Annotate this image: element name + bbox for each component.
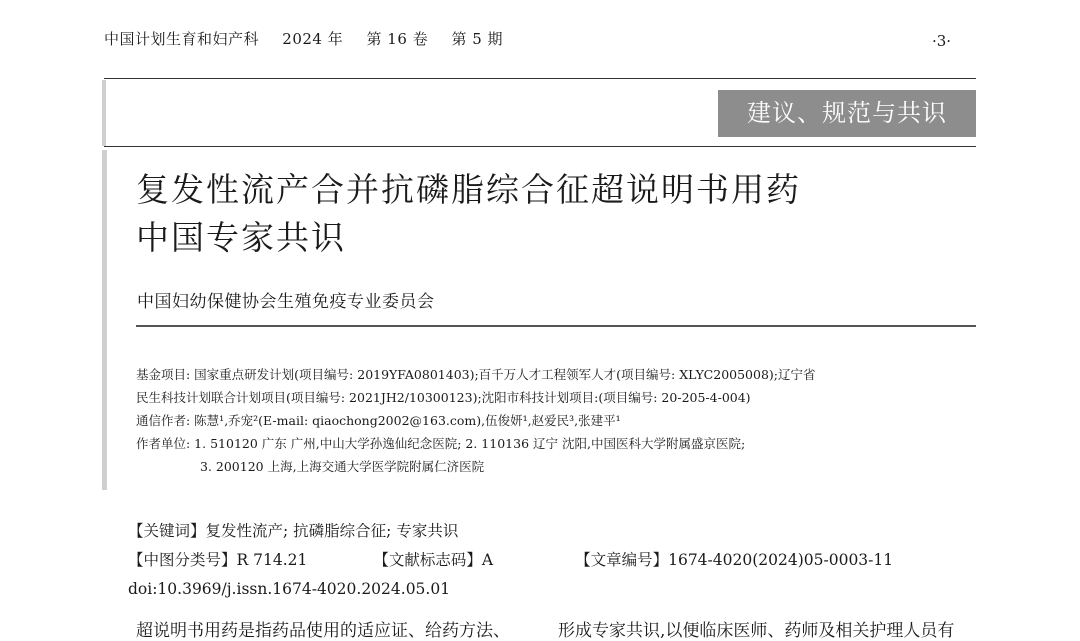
doc-code-value: A	[481, 551, 494, 569]
article-number-label: 【文章编号】	[575, 551, 669, 569]
clc-label: 【中图分类号】	[128, 551, 237, 569]
author-organization: 中国妇幼保健协会生殖免疫专业委员会	[137, 292, 435, 312]
body-text-first-line	[136, 616, 976, 641]
organization-rule	[136, 325, 976, 327]
body-column-2: 形成专家共识,以便临床医师、药师及相关护理人员有	[558, 621, 955, 641]
clc-value: R 714.21	[236, 551, 308, 569]
corresponding-authors: 通信作者: 陈慧¹,乔宠²(E-mail: qiaochong2002@163.com),伍俊妍¹,赵爱民³,张建平¹	[136, 413, 621, 428]
fund-line-1: 基金项目: 国家重点研发计划(项目编号: 2019YFA0801403);百千万人才工程领军人才(项目编号: XLYC2005008);辽宁省	[136, 367, 816, 382]
header-rule-top	[104, 78, 976, 79]
article-title	[136, 166, 956, 262]
affiliation-line-1: 作者单位: 1. 510120 广东 广州,中山大学孙逸仙纪念医院; 2. 110136 辽宁 沈阳,中国医科大学附属盛京医院;	[136, 436, 746, 451]
journal-issue: 第 5 期	[451, 30, 504, 48]
keywords-value: 复发性流产; 抗磷脂综合征; 专家共识	[205, 522, 459, 540]
journal-year: 2024 年	[282, 30, 344, 48]
journal-name: 中国计划生育和妇产科	[104, 30, 260, 48]
category-badge: 建议、规范与共识	[718, 90, 976, 137]
article-number-value: 1674-4020(2024)05-0003-11	[668, 551, 894, 569]
body-column-1: 超说明书用药是指药品使用的适应证、给药方法、	[136, 621, 510, 641]
keywords-label: 【关键词】	[128, 522, 206, 540]
article-metadata	[136, 363, 936, 478]
header-side-bar	[102, 80, 106, 146]
title-line-1: 复发性流产合并抗磷脂综合征超说明书用药	[136, 170, 801, 209]
title-line-2: 中国专家共识	[136, 218, 346, 257]
doi: doi:10.3969/j.issn.1674-4020.2024.05.01	[128, 580, 451, 598]
header-rule-bottom	[104, 146, 976, 147]
page-number: ·3·	[932, 32, 952, 50]
journal-volume: 第 16 卷	[366, 30, 429, 48]
doc-code-label: 【文献标志码】	[373, 551, 482, 569]
keywords-block	[128, 517, 893, 604]
classification-row	[128, 546, 893, 575]
running-head	[104, 28, 521, 49]
fund-line-2: 民生科技计划联合计划项目(项目编号: 2021JH2/10300123);沈阳市科技计划项目:(项目编号: 20-205-4-004)	[136, 390, 751, 405]
title-side-bar	[102, 150, 107, 490]
keywords-row	[128, 517, 893, 546]
affiliation-line-2: 3. 200120 上海,上海交通大学医学院附属仁济医院	[200, 459, 485, 474]
